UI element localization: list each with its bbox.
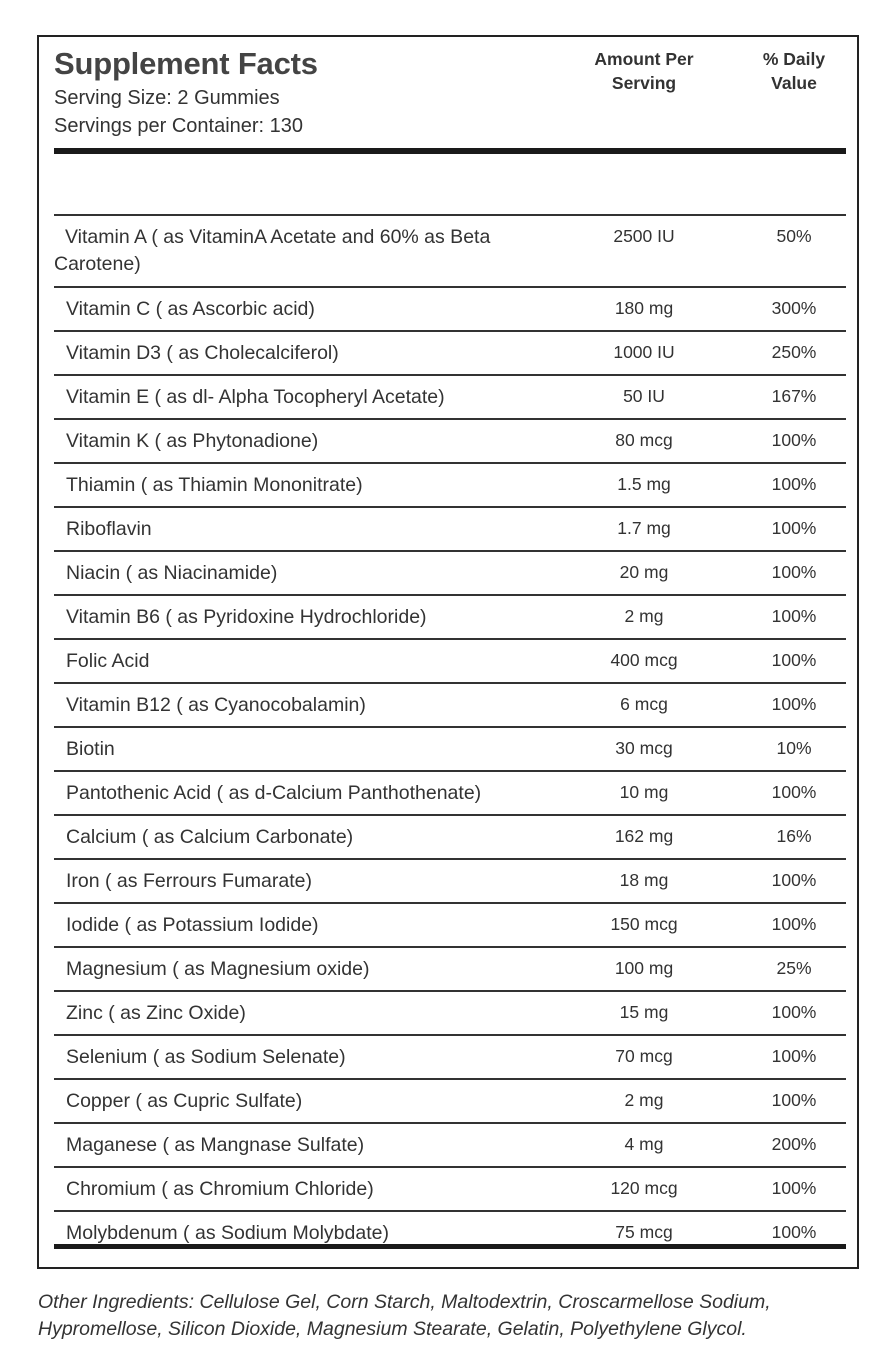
table-row (54, 376, 846, 420)
table-row (54, 464, 846, 508)
amount-per-serving: 20 mg (619, 562, 669, 582)
table-row (54, 1124, 846, 1168)
nutrient-name: Vitamin B6 ( as Pyridoxine Hydrochloride) (66, 606, 427, 628)
amount-per-serving: 100 mg (614, 958, 674, 978)
nutrient-name: Magnesium ( as Magnesium oxide) (66, 958, 370, 980)
daily-value-percent: 100% (771, 1002, 817, 1022)
table-row (54, 216, 846, 288)
supplement-facts-panel (37, 35, 859, 1269)
nutrient-name: Riboflavin (66, 518, 152, 540)
amount-per-serving: 70 mcg (615, 1046, 673, 1066)
table-row (54, 684, 846, 728)
nutrient-name: Chromium ( as Chromium Chloride) (66, 1178, 374, 1200)
daily-value-percent: 167% (771, 386, 817, 406)
nutrient-name: Vitamin A ( as VitaminA Acetate and 60% as Beta Carotene) (54, 226, 491, 275)
nutrient-name: Folic Acid (66, 650, 150, 672)
table-row (54, 948, 846, 992)
nutrient-name: Vitamin D3 ( as Cholecalciferol) (66, 342, 339, 364)
daily-value-percent: 100% (771, 694, 817, 714)
other-ingredients-line2: Hypromellose, Silicon Dioxide, Magnesium Stearate, Gelatin, Polyethylene Glycol. (38, 1318, 747, 1340)
nutrient-table (54, 216, 846, 1254)
table-row (54, 552, 846, 596)
nutrient-name: Zinc ( as Zinc Oxide) (66, 1002, 246, 1024)
daily-value-percent: 100% (771, 870, 817, 890)
nutrient-name: Iron ( as Ferrours Fumarate) (66, 870, 312, 892)
amount-per-serving: 1000 IU (613, 342, 675, 362)
table-row (54, 904, 846, 948)
table-row (54, 1168, 846, 1212)
amount-per-serving: 180 mg (614, 298, 674, 318)
column-header-daily-value (734, 47, 854, 95)
amount-per-serving: 15 mg (619, 1002, 669, 1022)
daily-value-percent: 300% (771, 298, 817, 318)
table-row (54, 420, 846, 464)
column-header-dv-line1: % Daily (762, 49, 826, 69)
table-row (54, 816, 846, 860)
daily-value-percent: 100% (771, 914, 817, 934)
amount-per-serving: 1.5 mg (617, 474, 671, 494)
daily-value-percent: 16% (776, 826, 812, 846)
amount-per-serving: 4 mg (624, 1134, 664, 1154)
column-header-amount-line1: Amount Per (594, 49, 694, 69)
amount-per-serving: 150 mcg (610, 914, 678, 934)
nutrient-name: Calcium ( as Calcium Carbonate) (66, 826, 354, 848)
daily-value-percent: 100% (771, 1222, 817, 1242)
table-row (54, 332, 846, 376)
table-row (54, 1080, 846, 1124)
amount-per-serving: 30 mcg (615, 738, 673, 758)
table-row (54, 596, 846, 640)
table-row (54, 772, 846, 816)
nutrient-name: Vitamin E ( as dl- Alpha Tocopheryl Acetate) (66, 386, 445, 408)
column-header-amount (574, 47, 714, 95)
nutrient-name: Iodide ( as Potassium Iodide) (66, 914, 319, 936)
amount-per-serving: 2 mg (624, 606, 664, 626)
nutrient-name: Niacin ( as Niacinamide) (66, 562, 278, 584)
daily-value-percent: 100% (771, 430, 817, 450)
daily-value-percent: 100% (771, 518, 817, 538)
daily-value-percent: 250% (771, 342, 817, 362)
table-row (54, 728, 846, 772)
amount-per-serving: 400 mcg (610, 650, 678, 670)
nutrient-name: Thiamin ( as Thiamin Mononitrate) (66, 474, 363, 496)
other-ingredients (38, 1289, 868, 1343)
table-row (54, 992, 846, 1036)
servings-per-container: Servings per Container: 130 (54, 115, 304, 137)
nutrient-name: Selenium ( as Sodium Selenate) (66, 1046, 346, 1068)
nutrient-name: Molybdenum ( as Sodium Molybdate) (66, 1222, 389, 1244)
table-row (54, 640, 846, 684)
bottom-divider-bar (54, 1244, 846, 1249)
daily-value-percent: 100% (771, 562, 817, 582)
amount-per-serving: 120 mcg (610, 1178, 678, 1198)
nutrient-name: Vitamin C ( as Ascorbic acid) (66, 298, 315, 320)
amount-per-serving: 2500 IU (613, 226, 675, 246)
amount-per-serving: 2 mg (624, 1090, 664, 1110)
column-header-dv-line2: Value (771, 73, 817, 93)
other-ingredients-line1: Other Ingredients: Cellulose Gel, Corn Starch, Maltodextrin, Croscarmellose Sodium, (38, 1291, 771, 1313)
daily-value-percent: 100% (771, 650, 817, 670)
amount-per-serving: 50 IU (623, 386, 665, 406)
top-divider-bar (54, 148, 846, 154)
nutrient-name: Maganese ( as Mangnase Sulfate) (66, 1134, 365, 1156)
nutrient-name: Pantothenic Acid ( as d-Calcium Panthothenate) (66, 782, 482, 804)
daily-value-percent: 100% (771, 1046, 817, 1066)
nutrient-name: Copper ( as Cupric Sulfate) (66, 1090, 303, 1112)
amount-per-serving: 162 mg (614, 826, 674, 846)
daily-value-percent: 10% (776, 738, 812, 758)
amount-per-serving: 18 mg (619, 870, 669, 890)
daily-value-percent: 100% (771, 606, 817, 626)
table-row (54, 860, 846, 904)
daily-value-percent: 100% (771, 474, 817, 494)
daily-value-percent: 100% (771, 782, 817, 802)
amount-per-serving: 10 mg (619, 782, 669, 802)
daily-value-percent: 100% (771, 1090, 817, 1110)
table-row (54, 288, 846, 332)
table-row (54, 1036, 846, 1080)
amount-per-serving: 80 mcg (615, 430, 673, 450)
daily-value-percent: 50% (776, 226, 812, 246)
daily-value-percent: 200% (771, 1134, 817, 1154)
column-header-amount-line2: Serving (611, 73, 677, 93)
nutrient-name: Vitamin K ( as Phytonadione) (66, 430, 319, 452)
amount-per-serving: 1.7 mg (617, 518, 671, 538)
daily-value-percent: 100% (771, 1178, 817, 1198)
table-row (54, 508, 846, 552)
amount-per-serving: 75 mcg (615, 1222, 673, 1242)
serving-size: Serving Size: 2 Gummies (54, 87, 280, 109)
nutrient-name: Biotin (66, 738, 115, 760)
daily-value-percent: 25% (776, 958, 812, 978)
label-title: Supplement Facts (54, 46, 318, 81)
amount-per-serving: 6 mcg (620, 694, 668, 714)
nutrient-name: Vitamin B12 ( as Cyanocobalamin) (66, 694, 366, 716)
